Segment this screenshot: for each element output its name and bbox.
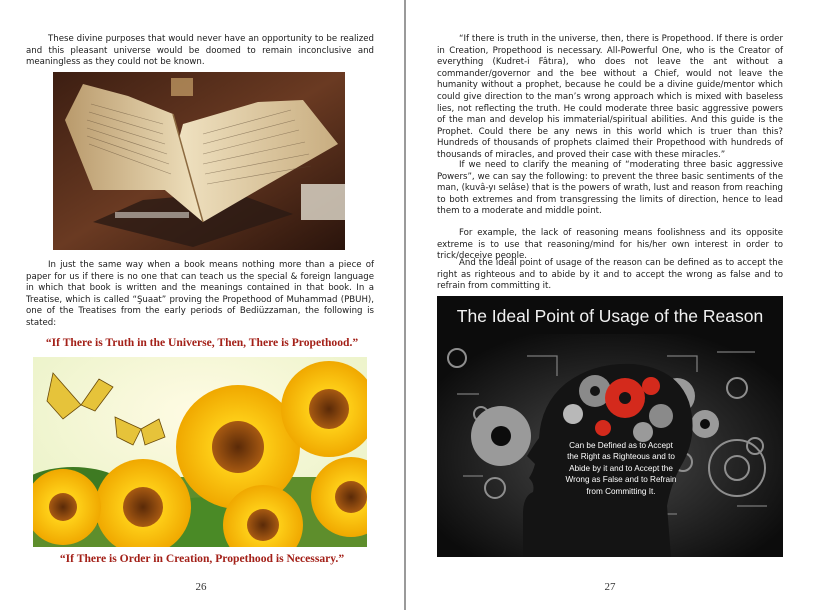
infographic-title: The Ideal Point of Usage of the Reason [456, 306, 764, 326]
left-paragraph-2: In just the same way when a book means nothing more than a piece of paper for us if there is no one that can teach us the special & foreign language in which that book is written and the meanings contained in that book. In a Treatise, which is called “Şuaat” proving the Propethood of Muhammad (PBUH), one of the Treatises from the early periods of Bediüzzaman, the following is stated: [26, 260, 374, 328]
right-paragraph-4: And the ideal point of usage of the reason can be defined as to accept the right as righteous and to abide by it and to accept the wrong as false and to refrain from committing it. [437, 258, 783, 292]
infographic-caption: Can be Defined as to Accept the Right as Righteous and to Abide by it and to Accept the Wrong as False and to Refrain from Committing It. [565, 441, 677, 496]
sunflowers-butterflies-photo [33, 357, 367, 547]
left-page [0, 0, 404, 610]
right-page-number: 27 [604, 581, 616, 593]
quote-order-heading: “If There is Order in Creation, Propethood is Necessary.” [59, 552, 345, 565]
left-page-number: 26 [195, 581, 207, 593]
open-book-photo [53, 72, 345, 250]
right-paragraph-3: For example, the lack of reasoning means foolishness and its opposite extreme is to use that reasoning/mind for his/her own interest in order to trick/deceive people. [437, 228, 783, 262]
right-paragraph-1: “If there is truth in the universe, then, there is Propethood. If there is order in Creation, Propethood is necessary. All-Powerful One, who is the Creator of everything (Kudret-i Fâtıra), who does not leave the ant without a commander/governor and the bee without a Chief, would not leave the humanity without a prophet, because he could be a divine guide/mentor which could give direction to the man’s wrong approach which is mixed with baseless lies, not reflecting the truth. He could moderate three basic aggressive powers of the man and develop his immaterial/spiritual abilities. And this guide is the Prophet. Could there be any news in this world which is truer than this? Hundreds of thousands of prophets claimed their Propethood with hundreds of thousands of miracles, and proved their case with these miracles.” [437, 34, 783, 160]
quote-truth-heading: “If There is Truth in the Universe, Then, There is Propethood.” [45, 336, 359, 349]
head-gears-illustration [437, 296, 783, 557]
left-paragraph-1: These divine purposes that would never have an opportunity to be realized and this pleasant universe would be doomed to remain inconclusive and meaningless as they could not be known. [26, 34, 374, 68]
right-paragraph-2: If we need to clarify the meaning of “moderating three basic aggressive Powers”, we can say the following: to prevent the three basic sentiments of the man, (kuvâ-yı selâse) that is the powers of wrath, lust and reason from reaching to both extremes and from transgressing the limits of direction, hence to lead them to a moderate and middle point. [437, 160, 783, 217]
reason-infographic [437, 296, 783, 557]
